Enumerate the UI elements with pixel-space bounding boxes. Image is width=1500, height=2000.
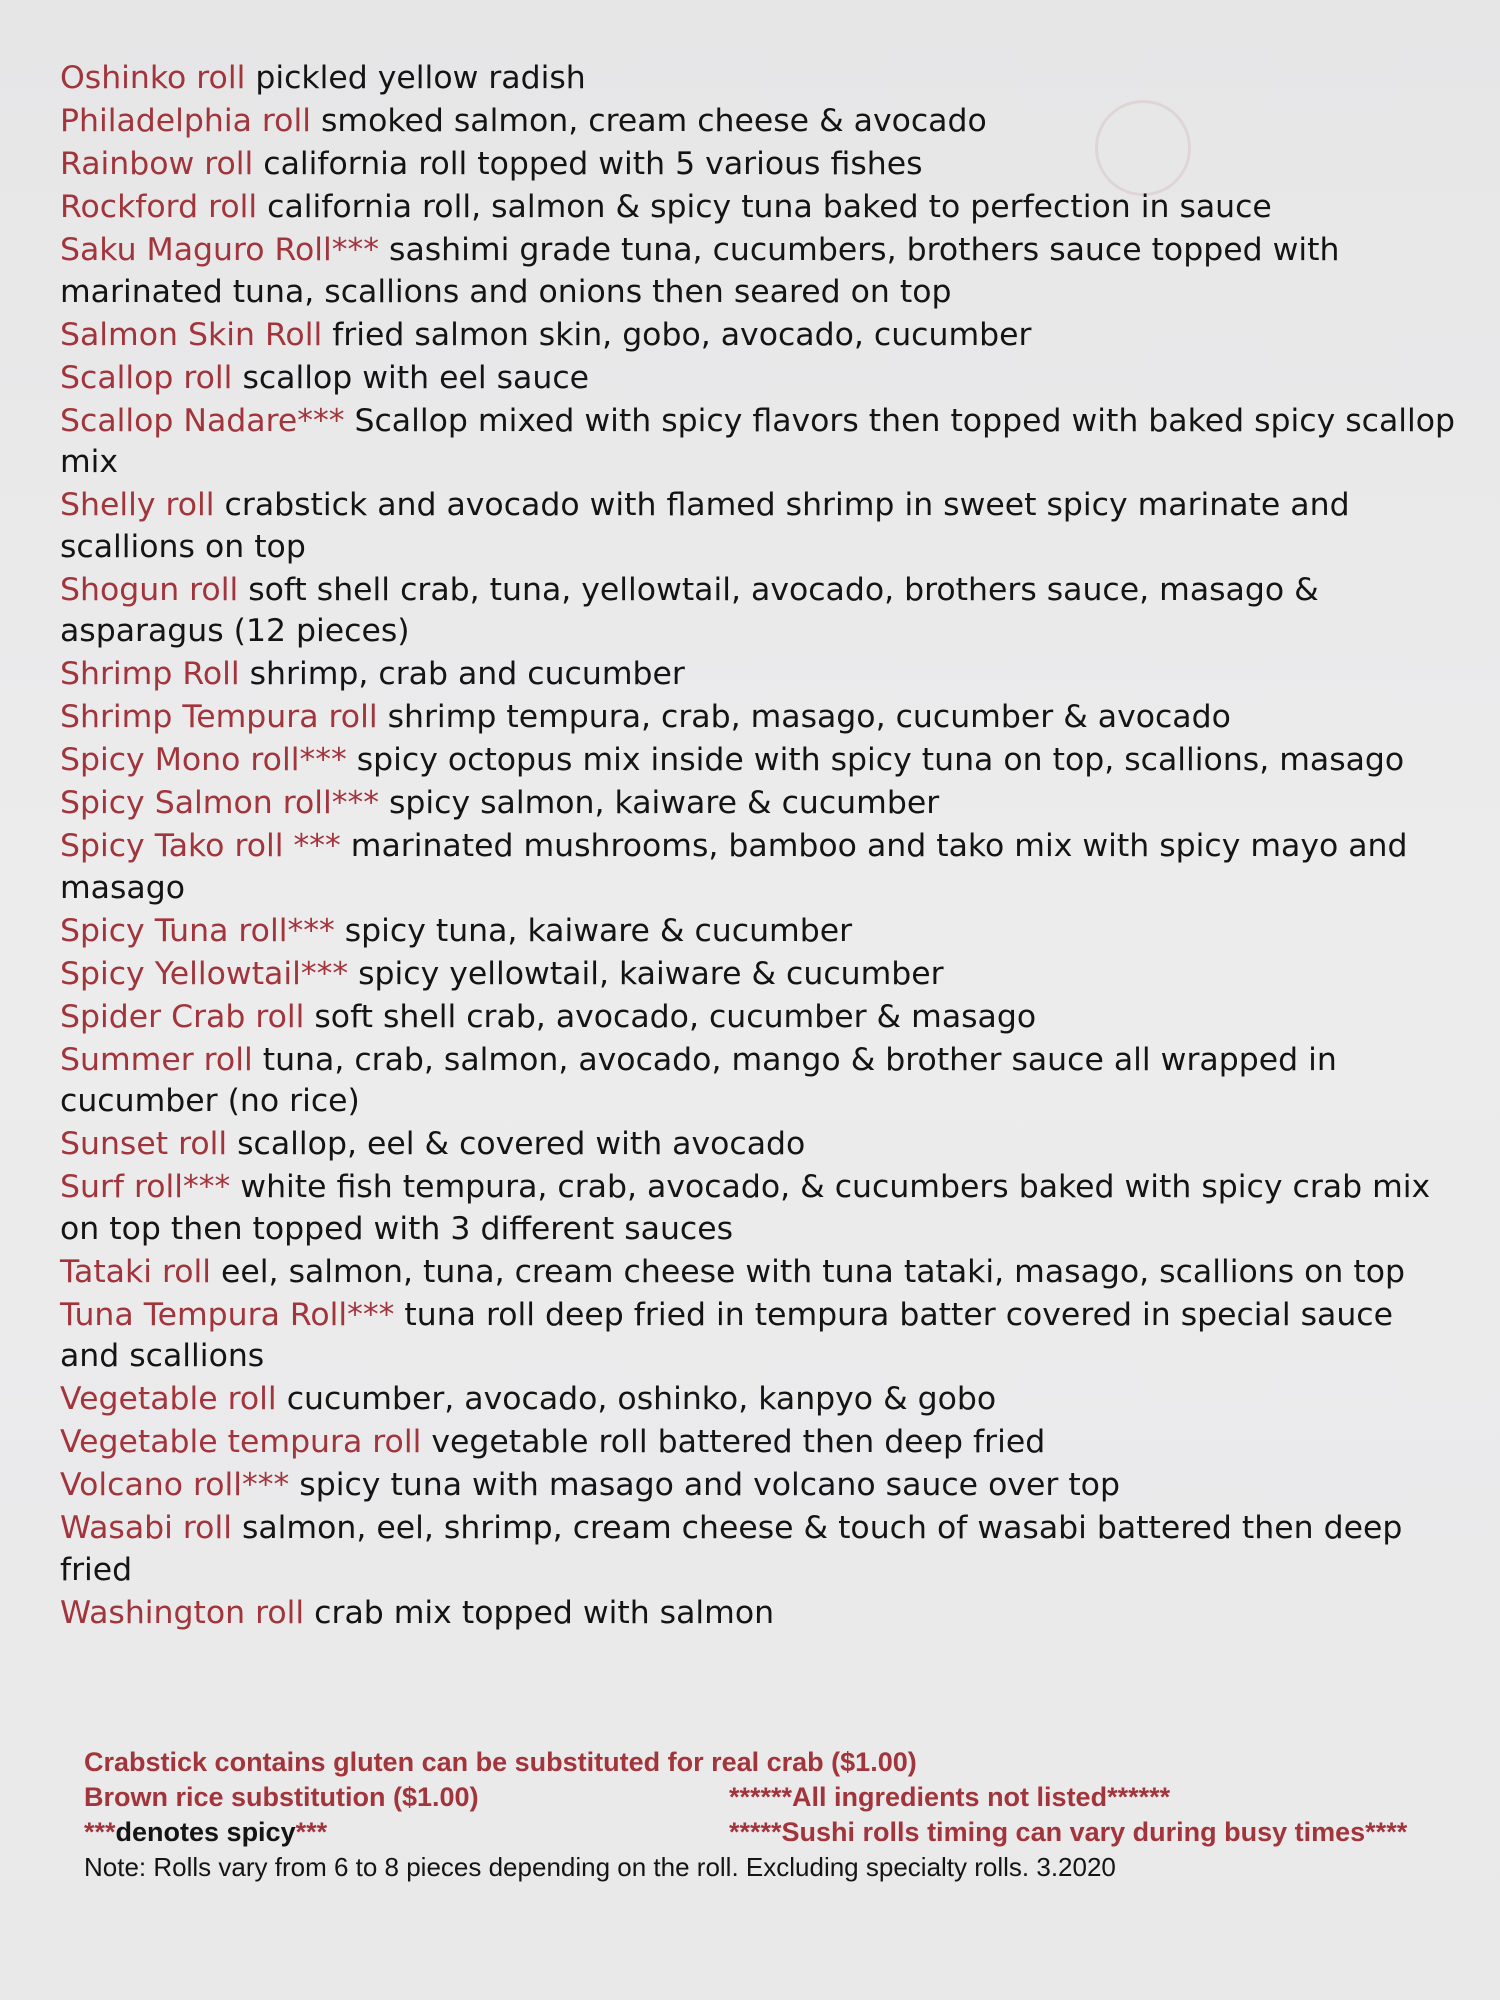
- menu-item-description: spicy octopus mix inside with spicy tuna on top, scallions, masago: [346, 742, 1405, 778]
- timing-note: *****Sushi rolls timing can vary during busy times****: [729, 1817, 1408, 1847]
- menu-item-description: pickled yellow radish: [245, 60, 586, 96]
- menu-item-description: shrimp tempura, crab, masago, cucumber & avocado: [377, 699, 1231, 735]
- menu-item-description: soft shell crab, tuna, yellowtail, avocado, brothers sauce, masago & asparagus (12 pieces): [60, 571, 1319, 649]
- menu-item-description: spicy tuna with masago and volcano sauce over top: [289, 1467, 1120, 1503]
- menu-item: [60, 485, 1460, 568]
- menu-item-name: Scallop roll: [60, 359, 233, 396]
- menu-item: [60, 1124, 1460, 1166]
- menu-item-description: spicy tuna, kaiware & cucumber: [334, 912, 853, 949]
- menu-item: [60, 570, 1460, 653]
- menu-item: [60, 697, 1460, 739]
- menu-item-name: Vegetable tempura roll: [60, 1424, 422, 1460]
- menu-item-description: white fish tempura, crab, avocado, & cucumbers baked with spicy crab mix on top then topped with 3 different sauces: [60, 1169, 1431, 1247]
- menu-item-name: Spicy Salmon roll***: [60, 785, 379, 821]
- spicy-legend: [84, 1815, 729, 1850]
- menu-item-name: Shogun roll: [60, 571, 239, 608]
- menu-item: [60, 997, 1460, 1039]
- menu-item-description: vegetable roll battered then deep fried: [421, 1424, 1046, 1460]
- menu-item-name: Surf roll***: [60, 1169, 231, 1205]
- menu-item: [60, 1040, 1460, 1123]
- menu-item-description: spicy yellowtail, kaiware & cucumber: [348, 955, 944, 992]
- menu-item-name: Shrimp Tempura roll: [60, 699, 378, 735]
- menu-item: [60, 401, 1460, 484]
- menu-item-description: salmon, eel, shrimp, cream cheese & touch of wasabi battered then deep fried: [60, 1510, 1403, 1588]
- menu-item-name: Spicy Mono roll***: [60, 742, 347, 778]
- menu-item-name: Philadelphia roll: [60, 103, 311, 139]
- menu-item-name: Volcano roll***: [60, 1467, 290, 1503]
- menu-item-description: marinated mushrooms, bamboo and tako mix with spicy mayo and masago: [60, 828, 1408, 906]
- menu-item-description: smoked salmon, cream cheese & avocado: [310, 103, 987, 139]
- menu-item: [60, 954, 1460, 996]
- menu-item: [60, 58, 1460, 100]
- menu-item: [60, 144, 1460, 186]
- menu-item: [60, 1379, 1460, 1421]
- menu-item-name: Shelly roll: [60, 487, 215, 523]
- menu-item-name: Spicy Tuna roll***: [60, 912, 335, 949]
- menu-item-name: Summer roll: [60, 1041, 253, 1078]
- menu-item: [60, 1508, 1460, 1591]
- menu-item: [60, 654, 1460, 696]
- menu-item: [60, 1295, 1460, 1378]
- menu-item: [60, 826, 1460, 909]
- menu-item: [60, 1422, 1460, 1464]
- menu-item-description: tuna roll deep fried in tempura batter covered in special sauce and scallions: [60, 1296, 1393, 1374]
- menu-item-description: soft shell crab, avocado, cucumber & masago: [304, 998, 1037, 1035]
- menu-item-name: Scallop Nadare***: [60, 402, 345, 439]
- menu-item-description: crabstick and avocado with flamed shrimp in sweet spicy marinate and scallions on top: [60, 487, 1350, 565]
- ingredients-note: ******All ingredients not listed******: [729, 1782, 1171, 1812]
- roll-menu-list: [60, 58, 1460, 1636]
- menu-item-name: Rainbow roll: [60, 146, 254, 182]
- menu-item: [60, 1465, 1460, 1507]
- menu-item: [60, 230, 1460, 313]
- menu-item-name: Saku Maguro Roll***: [60, 232, 380, 268]
- menu-item-name: Wasabi roll: [60, 1510, 232, 1546]
- menu-item-name: Rockford roll: [60, 189, 258, 225]
- menu-footer: [84, 1745, 1464, 1884]
- menu-item: [60, 315, 1460, 357]
- menu-item-description: california roll topped with 5 various fishes: [253, 146, 923, 182]
- spicy-legend-pre: ***: [84, 1817, 116, 1847]
- menu-item-description: sashimi grade tuna, cucumbers, brothers sauce topped with marinated tuna, scallions and onions then seared on top: [60, 232, 1340, 310]
- menu-item: [60, 1252, 1460, 1294]
- menu-item-description: scallop, eel & covered with avocado: [227, 1126, 806, 1162]
- menu-item: [60, 1167, 1460, 1250]
- spicy-legend-label: denotes spicy: [115, 1817, 296, 1847]
- menu-item: [60, 740, 1460, 782]
- menu-item: [60, 358, 1460, 400]
- menu-item-description: crab mix topped with salmon: [304, 1594, 775, 1631]
- brown-rice-note: Brown rice substitution ($1.00): [84, 1782, 479, 1812]
- menu-item-description: california roll, salmon & spicy tuna baked to perfection in sauce: [257, 189, 1272, 225]
- menu-item-name: Spider Crab roll: [60, 998, 305, 1035]
- menu-item-description: scallop with eel sauce: [232, 359, 590, 396]
- crabstick-note: Crabstick contains gluten can be substituted for real crab ($1.00): [84, 1747, 917, 1777]
- menu-item-description: spicy salmon, kaiware & cucumber: [378, 785, 940, 821]
- menu-item-description: eel, salmon, tuna, cream cheese with tuna tataki, masago, scallions on top: [211, 1253, 1405, 1290]
- menu-item-name: Vegetable roll: [60, 1381, 277, 1417]
- spicy-legend-post: ***: [295, 1817, 328, 1847]
- menu-item-description: Scallop mixed with spicy flavors then topped with baked spicy scallop mix: [60, 402, 1456, 480]
- menu-item-name: Tataki roll: [60, 1253, 212, 1290]
- menu-item: [60, 911, 1460, 953]
- pieces-note: Note: Rolls vary from 6 to 8 pieces depending on the roll. Excluding specialty rolls. 3.2020: [84, 1852, 1116, 1882]
- menu-item-name: Spicy Tako roll ***: [60, 828, 341, 864]
- menu-item: [60, 783, 1460, 825]
- menu-item-description: cucumber, avocado, oshinko, kanpyo & gobo: [276, 1381, 997, 1417]
- menu-item-description: fried salmon skin, gobo, avocado, cucumber: [322, 316, 1032, 353]
- menu-item: [60, 1593, 1460, 1635]
- menu-item-name: Oshinko roll: [60, 60, 246, 96]
- menu-item: [60, 187, 1460, 229]
- menu-item-name: Washington roll: [60, 1594, 305, 1631]
- menu-item: [60, 101, 1460, 143]
- menu-item-name: Shrimp Roll: [60, 656, 240, 692]
- menu-item-name: Salmon Skin Roll: [60, 316, 323, 353]
- menu-item-name: Spicy Yellowtail***: [60, 955, 349, 992]
- menu-item-name: Tuna Tempura Roll***: [60, 1296, 395, 1333]
- menu-item-name: Sunset roll: [60, 1126, 228, 1162]
- menu-item-description: tuna, crab, salmon, avocado, mango & brother sauce all wrapped in cucumber (no rice): [60, 1041, 1337, 1119]
- menu-item-description: shrimp, crab and cucumber: [239, 656, 685, 692]
